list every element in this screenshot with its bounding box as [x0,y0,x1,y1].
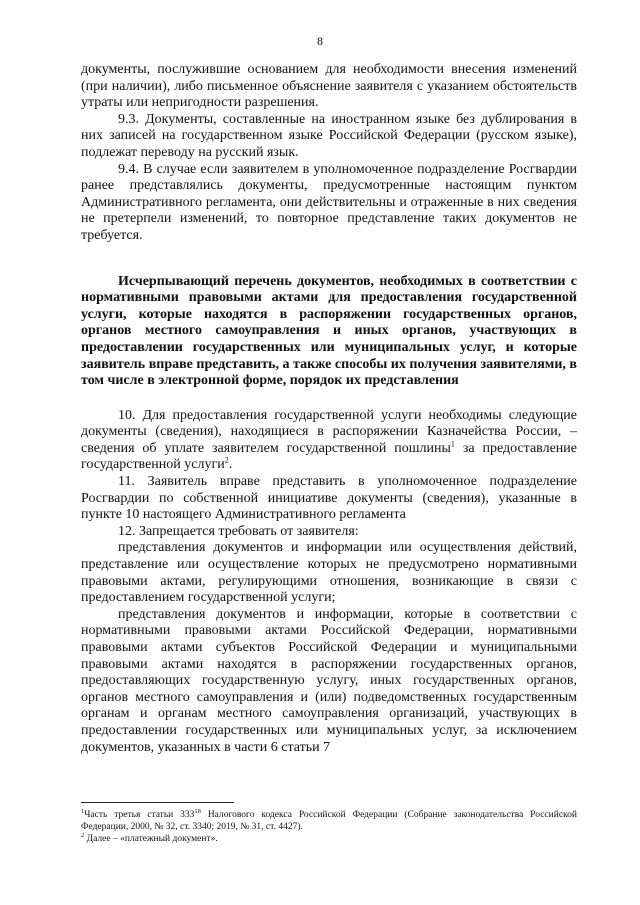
paragraph-10-text: . [228,457,233,473]
footnote-mark-1: 1 [81,807,85,815]
document-body [81,62,577,756]
paragraph-9-3: 9.3. Документы, составленные на иностранном языке без дублирования в них записей на государственном языке Российской Федерации (русском языке), подлежат переводу на русский язык. [81,111,577,160]
footnote-1-text: Часть третья статьи 333 [84,810,195,820]
paragraph-continuation: документы, послужившие основанием для необходимости внесения изменений (при наличии), либо письменное объяснение заявителя с указанием обстоятельств утраты или непригодности разрешения. [81,62,577,111]
footnote-mark-2: 2 [81,831,85,839]
spacer [81,390,577,408]
paragraph-12-item-1: представления документов и информации или осуществления действий, представление или осуществление которых не предусмотрено нормативными правовыми актами, регулирующими отношения, возникающие в связи с предоставлением государственной услуги; [81,540,577,606]
paragraph-12: 12. Запрещается требовать от заявителя: [118,523,359,539]
paragraph-11: 11. Заявитель вправе представить в уполномоченное подразделение Росгвардии по собственной инициативе документы (сведения), указанные в пункте 10 настоящего Административного регламента [81,474,577,523]
footnote-1 [81,809,577,833]
spacer [81,245,577,274]
footnotes [81,809,577,845]
section-heading: Исчерпывающий перечень документов, необходимых в соответствии с нормативными правовыми актами для предоставления государственной услуги, которые находятся в распоряжении государственных органов, органов местного самоуправления и иных органов, участвующих в предоставлении государственных или муниципальных услуг, и которые заявитель вправе представить, а также способы их получения заявителями, в том числе в электронной форме, порядок их представления [81,273,577,389]
paragraph-10 [81,408,577,474]
paragraph-10-text: за предоставление государственной услуги [81,440,577,473]
footnote-2-text: Далее – «платежный документ». [84,834,218,844]
paragraph-12-item-2: представления документов и информации, которые в соответствии с нормативными правовыми актами Российской Федерации, нормативными правовыми актами субъектов Российской Федерации и муниципальными правовыми актами находятся в распоряжении государственных органов, предоставляющих государственную услугу, иных государственных органов, органов местного самоуправления и (или) подведомственных государственным органам и органам местного самоуправления организаций, участвующих в предоставлении государственных или муниципальных услуг, за исключением документов, указанных в части 6 статьи 7 [81,606,577,755]
footnote-ref-2: 2 [224,455,229,465]
footnote-ref-1: 1 [450,439,455,449]
paragraph-9-4: 9.4. В случае если заявителем в уполномоченное подразделение Росгвардии ранее представлялись документы, предусмотренные настоящим пунктом Административного регламента, они действительны и отраженные в них сведения не претерпели изменений, то повторное представление таких документов не требуется. [81,161,577,243]
footnote-1-superscript: 18 [194,807,201,815]
page-number: 8 [317,34,323,48]
paragraph-10-text: 10. Для предоставления государственной услуги необходимы следующие документы (сведения), находящиеся в распоряжении Казначейства России, – сведения об уплате заявителем государственной пошлины [81,407,577,456]
footnote-2 [81,833,577,845]
footnote-1-text: Налогового кодекса Российской Федерации (Собрание законодательства Российской Федерации, 2000, № 32, ст. 3340; 2019, № 31, ст. 4427). [81,810,578,832]
footnote-divider [81,802,234,803]
